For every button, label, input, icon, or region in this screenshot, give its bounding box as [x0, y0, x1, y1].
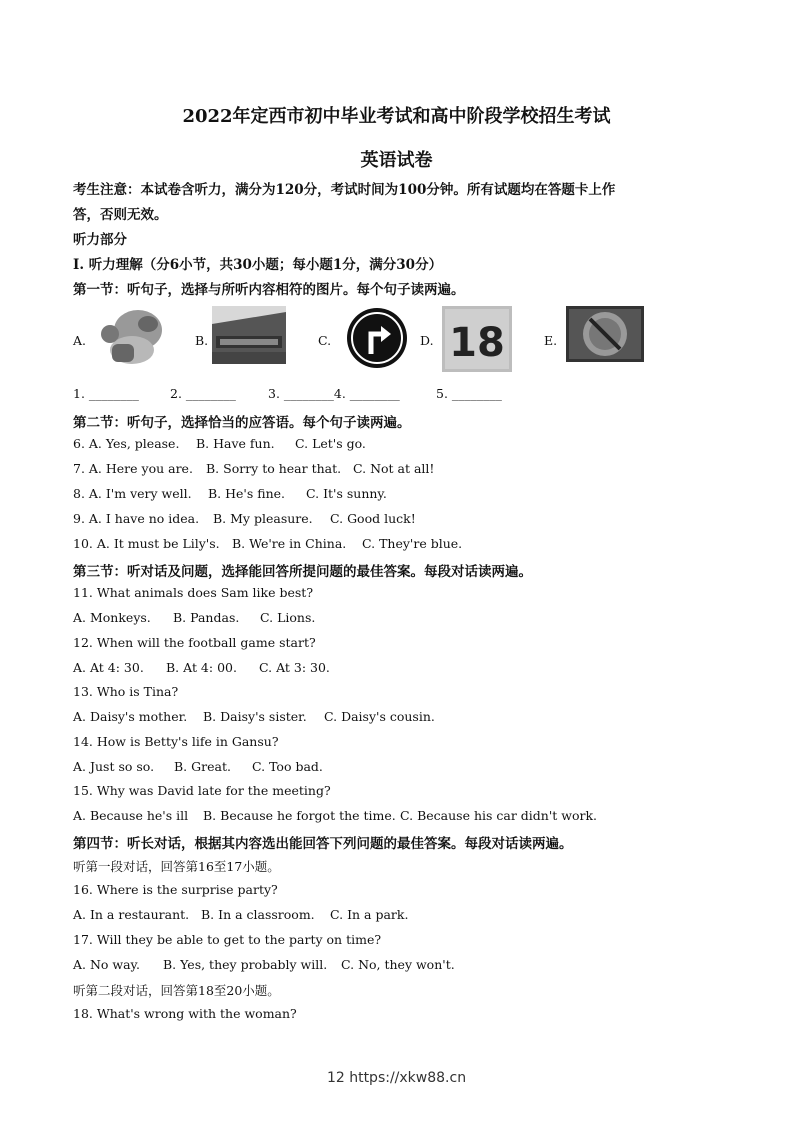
q15-option-c: C. Because his car didn't work. [400, 808, 598, 823]
q14-option-a: A. Just so so. [73, 759, 155, 774]
q7-option-c: C. Not at all! [353, 461, 435, 476]
question-16: 16. Where is the surprise party? [73, 882, 278, 897]
picture-b-building [212, 306, 286, 364]
q13-option-a: A. Daisy's mother. [73, 709, 188, 724]
q14-option-c: C. Too bad. [252, 759, 323, 774]
picture-d-number-18 [442, 306, 512, 372]
question-14-options [73, 759, 323, 774]
blank-1: 1. ________ [73, 386, 139, 401]
question-11-options [73, 610, 315, 625]
question-13-options [73, 709, 435, 724]
q6-option-c: C. Let's go. [295, 436, 366, 451]
picture-e-no-smoking [566, 306, 644, 362]
q8-option-a: 8. A. I'm very well. [73, 486, 192, 501]
question-12: 12. When will the football game start? [73, 635, 316, 650]
question-11: 11. What animals does Sam like best? [73, 585, 314, 600]
q8-option-c: C. It's sunny. [306, 486, 387, 501]
q9-option-a: 9. A. I have no idea. [73, 511, 200, 526]
blank-2: 2. ________ [170, 386, 236, 401]
question-13: 13. Who is Tina? [73, 684, 179, 699]
q7-option-b: B. Sorry to hear that. [206, 461, 342, 476]
notice-line-1: 考生注意：本试卷含听力，满分为120分，考试时间为100分钟。所有试题均在答题卡上作 [73, 182, 616, 198]
q9-option-c: C. Good luck! [330, 511, 416, 526]
pic-label-b: B. [195, 333, 209, 348]
part1-heading: I. 听力理解（分6小节，共30小题；每小题1分，满分30分） [73, 257, 443, 273]
question-17-options [73, 957, 455, 972]
q11-option-a: A. Monkeys. [73, 610, 151, 625]
question-12-options [73, 660, 330, 675]
q13-option-c: C. Daisy's cousin. [324, 709, 435, 724]
q15-option-a: A. Because he's ill [73, 808, 189, 823]
dialogue-1-instruction: 听第一段对话，回答第16至17小题。 [73, 859, 280, 874]
page-subtitle: 英语试卷 [360, 150, 433, 171]
q12-option-a: A. At 4: 30. [73, 660, 144, 675]
q8-option-b: B. He's fine. [208, 486, 286, 501]
page-title: 2022年定西市初中毕业考试和高中阶段学校招生考试 [182, 106, 611, 127]
question-8 [73, 486, 387, 501]
question-6 [73, 436, 366, 451]
q16-option-b: B. In a classroom. [201, 907, 315, 922]
q11-option-c: C. Lions. [260, 610, 316, 625]
listening-heading: 听力部分 [73, 232, 127, 248]
pic-label-d: D. [420, 333, 434, 348]
q6-option-b: B. Have fun. [196, 436, 275, 451]
q9-option-b: B. My pleasure. [213, 511, 313, 526]
q13-option-b: B. Daisy's sister. [203, 709, 307, 724]
q17-option-b: B. Yes, they probably will. [163, 957, 328, 972]
section2-heading: 第二节：听句子，选择恰当的应答语。每个句子读两遍。 [73, 415, 411, 431]
answer-blanks [73, 386, 502, 401]
blank-5: 5. ________ [436, 386, 502, 401]
question-14: 14. How is Betty's life in Gansu? [73, 734, 279, 749]
q17-option-a: A. No way. [73, 957, 140, 972]
pic-label-e: E. [544, 333, 558, 348]
question-16-options [73, 907, 408, 922]
q10-option-a: 10. A. It must be Lily's. [73, 536, 220, 551]
section3-heading: 第三节：听对话及问题，选择能回答所提问题的最佳答案。每段对话读两遍。 [73, 564, 532, 580]
question-10 [73, 536, 462, 551]
question-9 [73, 511, 416, 526]
q17-option-c: C. No, they won't. [341, 957, 455, 972]
picture-d-number: 18 [449, 320, 505, 366]
q16-option-a: A. In a restaurant. [73, 907, 190, 922]
q14-option-b: B. Great. [174, 759, 231, 774]
q11-option-b: B. Pandas. [173, 610, 240, 625]
q10-option-c: C. They're blue. [362, 536, 463, 551]
turn-right-sign-icon [344, 306, 410, 370]
question-15: 15. Why was David late for the meeting? [73, 783, 331, 798]
q12-option-c: C. At 3: 30. [259, 660, 330, 675]
notice-line-2: 答，否则无效。 [73, 207, 168, 223]
dialogue-2-instruction: 听第二段对话，回答第18至20小题。 [73, 983, 280, 998]
question-18: 18. What's wrong with the woman? [73, 1006, 297, 1021]
question-7 [73, 461, 434, 476]
section4-heading: 第四节：听长对话，根据其内容选出能回答下列问题的最佳答案。每段对话读两遍。 [73, 836, 573, 852]
question-15-options [73, 808, 597, 823]
picture-a-person [92, 306, 166, 368]
q6-option-a: 6. A. Yes, please. [73, 436, 180, 451]
page-footer: 12 https://xkw88.cn [326, 1070, 467, 1086]
q15-option-b: B. Because he forgot the time. [203, 808, 396, 823]
q16-option-c: C. In a park. [330, 907, 409, 922]
pic-label-c: C. [318, 333, 332, 348]
blank-3-4: 3. ________4. ________ [268, 386, 400, 401]
pic-label-a: A. [73, 333, 87, 348]
q12-option-b: B. At 4: 00. [166, 660, 237, 675]
question-17: 17. Will they be able to get to the party on time? [73, 932, 382, 947]
q10-option-b: B. We're in China. [232, 536, 347, 551]
q7-option-a: 7. A. Here you are. [73, 461, 193, 476]
section1-heading: 第一节：听句子，选择与所听内容相符的图片。每个句子读两遍。 [73, 282, 465, 298]
